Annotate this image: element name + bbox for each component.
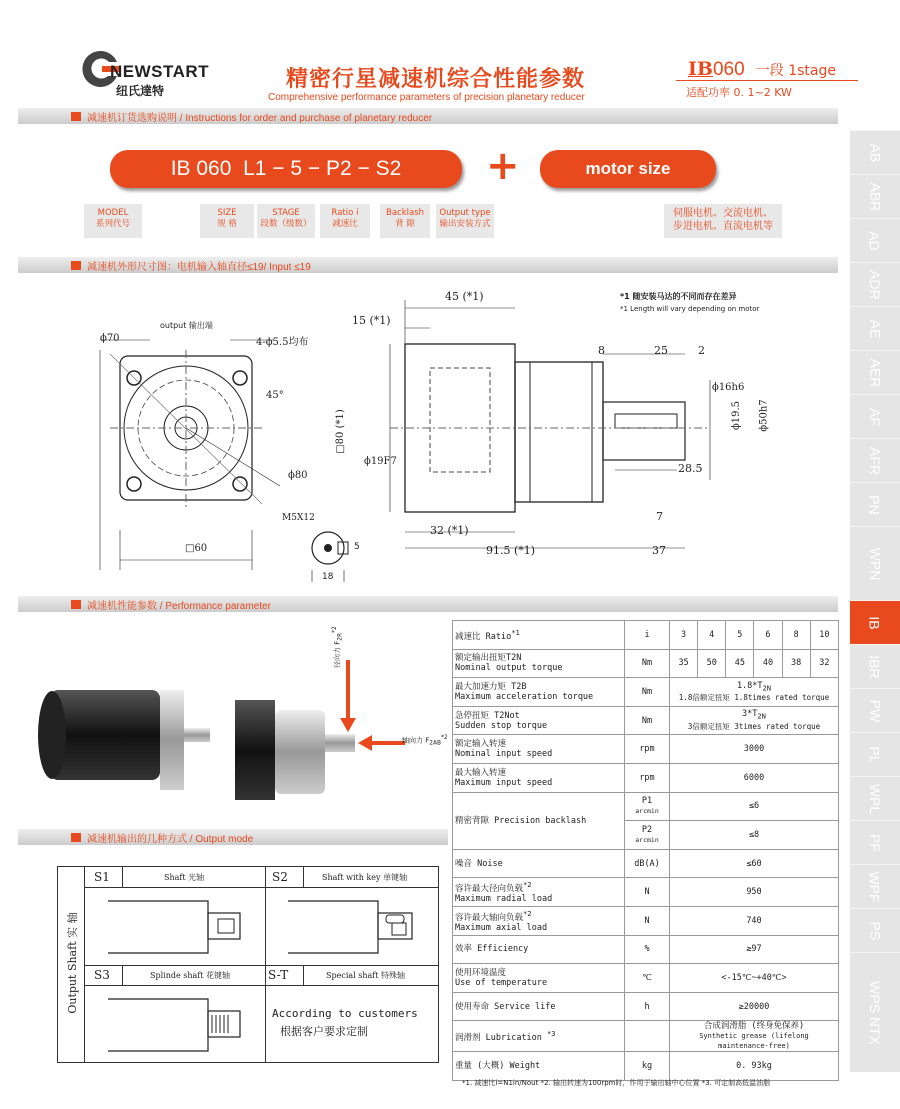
side-view-drawing xyxy=(330,290,790,570)
section-dims xyxy=(18,257,838,273)
custom-cn: 根据客户要求定制 xyxy=(280,1025,368,1038)
s2-desc: Shaft with key 单键轴 xyxy=(322,873,408,882)
table-footnote: *1. 减速比i=N1in/Nout *2. 输出转速为100rpm时，作用于输出轴中心位置 *3. 可定制高低温油脂 xyxy=(462,1079,771,1087)
dim-18: 18 xyxy=(322,572,334,582)
dim-phi19-5: ϕ19.5 xyxy=(731,400,743,431)
dim-phi16: ϕ16h6 xyxy=(712,382,745,393)
dim-37: 37 xyxy=(652,544,666,557)
sidebar-item-wpf[interactable]: WPF xyxy=(850,864,900,908)
s1-desc: Shaft 光轴 xyxy=(164,873,205,882)
dim-holes: 4-ϕ5.5均布 xyxy=(256,337,309,348)
logo-cn: 纽氏達特 xyxy=(116,84,165,98)
label-ratio: Ratio i 减速比 xyxy=(320,204,370,238)
s1-code: S1 xyxy=(94,870,110,884)
dim-7: 7 xyxy=(656,510,663,523)
custom-en: According to customers xyxy=(272,1007,418,1020)
model-prefix: IB xyxy=(688,58,713,80)
power-range: 适配功率 0. 1~2 KW xyxy=(686,86,792,99)
s1-shaft-drawing xyxy=(98,891,258,963)
dim-sq60: □60 xyxy=(185,543,208,554)
table-row: 精密背隙 Precision backlash P1 arcmin ≤6 xyxy=(453,792,839,821)
page-title: 精密行星减速机综合性能参数 xyxy=(286,67,586,92)
label-motor-types: 伺服电机、交流电机、 步进电机、直流电机等 xyxy=(664,204,782,238)
label-stage: STAGE 段数（级数） xyxy=(257,204,315,238)
sidebar-item-ibr[interactable]: IBR xyxy=(850,644,900,688)
section-perf xyxy=(18,596,838,612)
sidebar-item-ib[interactable]: IB xyxy=(850,600,900,644)
dim-phi50: ϕ50h7 xyxy=(758,399,770,432)
dim-5: 5 xyxy=(354,542,360,552)
order-code: IB 060 L1 − 5 − P2 − S2 xyxy=(170,157,402,180)
model-num: 060 xyxy=(712,59,745,80)
table-row: 容许最大轴向负载$^{*2}$ Maximum axial load N 740 xyxy=(453,906,839,935)
table-row: 最大输入转速 Maximum input speed rpm 6000 xyxy=(453,763,839,792)
dim-phi70: ϕ70 xyxy=(100,333,120,344)
sidebar-item-ab[interactable]: AB xyxy=(850,130,900,174)
section-order-title: 减速机订货选购说明 / Instructions for order and purchase of planetary reducer xyxy=(87,112,433,124)
radial-force-label: 径向力 $F_{2R}^{*2}$ xyxy=(332,626,344,668)
sidebar-item-wps-ntx[interactable]: WPS NTX xyxy=(850,952,900,1072)
table-row: P2 arcmin ≤8 xyxy=(453,821,839,850)
logo xyxy=(80,48,210,98)
dim-45: 45 (*1) xyxy=(445,290,484,303)
s2-shaft-drawing xyxy=(278,891,438,963)
label-size: SIZE 规 格 xyxy=(200,204,254,238)
dim-phi80: ϕ80 xyxy=(288,470,308,481)
s3-shaft-drawing xyxy=(98,989,258,1061)
dim-angle: 45° xyxy=(266,390,284,401)
s3-desc: Splinde shaft 花键轴 xyxy=(150,971,231,980)
s2-code: S2 xyxy=(272,870,288,884)
dim-91-5: 91.5 (*1) xyxy=(486,544,536,557)
order-code-pill xyxy=(110,150,462,188)
axial-force-label: 轴向力 $F_{2AB}^{*2}$ xyxy=(402,735,448,747)
performance-table xyxy=(452,620,839,1081)
table-row: 最大加速力矩 T2B Maximum acceleration torque Nm $1.8*T_{2N}$ 1.8倍额定扭矩 1.8times rated torque xyxy=(453,678,839,707)
dim-28-5: 28.5 xyxy=(678,462,703,475)
section-perf-title: 减速机性能参数 / Performance parameter xyxy=(87,600,271,612)
sidebar-item-pn[interactable]: PN xyxy=(850,482,900,526)
output-end-label: output 输出端 xyxy=(160,321,213,330)
sidebar-item-ad[interactable]: AD xyxy=(850,218,900,262)
label-output-type: Output type 输出安装方式 xyxy=(436,204,494,238)
sidebar-item-pf[interactable]: PF xyxy=(850,820,900,864)
table-row: 噪音 Noise dB(A) ≤60 xyxy=(453,849,839,878)
dim-2: 2 xyxy=(698,344,705,357)
plus-sign: + xyxy=(486,143,520,189)
dim-8: 8 xyxy=(598,344,605,357)
dim-phi19f7: ϕ19F7 xyxy=(364,456,397,467)
sidebar-item-ae[interactable]: AE xyxy=(850,306,900,350)
dim-25: 25 xyxy=(654,344,668,357)
output-side-label: Output Shaft 实 轴 xyxy=(66,912,79,1014)
sidebar-item-adr[interactable]: ADR xyxy=(850,262,900,306)
model-stage: 一段 1stage xyxy=(755,63,836,79)
s3-code: S3 xyxy=(94,968,110,982)
note1-en: *1 Length will vary depending on motor xyxy=(620,305,760,313)
st-desc: Special shaft 特殊轴 xyxy=(326,971,405,980)
motor-size-pill xyxy=(540,150,716,188)
dim-15: 15 (*1) xyxy=(352,314,391,327)
table-row: 效率 Efficiency % ≥97 xyxy=(453,935,839,964)
sidebar-item-af[interactable]: AF xyxy=(850,394,900,438)
table-row: 润滑剂 Lubrication $^{*3}$ 合成润滑脂 (终身免保养) Synthetic grease (lifelong maintenance-free) xyxy=(453,1021,839,1052)
section-dims-title: 减速机外形尺寸图：电机输入轴直径≤19/ Input ≤19 xyxy=(87,261,311,273)
output-mode-box xyxy=(57,866,439,1063)
label-backlash: Backlash 背 隙 xyxy=(380,204,430,238)
model-heading xyxy=(688,58,836,81)
sidebar-item-abr[interactable]: ABR xyxy=(850,174,900,218)
header-rule xyxy=(676,80,858,81)
sidebar-item-wpl[interactable]: WPL xyxy=(850,776,900,820)
section-output-title: 减速机输出的几种方式 / Output mode xyxy=(87,833,254,845)
st-code: S-T xyxy=(268,968,289,982)
motor-size-label: motor size xyxy=(585,159,671,178)
table-row: 额定输出扭矩T2N Nominal output torque Nm 35 50 45 40 38 32 xyxy=(453,649,839,678)
sidebar-item-wpn[interactable]: WPN xyxy=(850,526,900,600)
table-row: 急停扭矩 T2Not Sudden stop torque Nm $3*T_{2N}$ 3倍额定扭矩 3times rated torque xyxy=(453,706,839,735)
sidebar-item-pl[interactable]: PL xyxy=(850,732,900,776)
note1-cn: *1 随安装马达的不同而存在差异 xyxy=(620,292,737,301)
logo-brand: NEWSTART xyxy=(110,62,210,81)
page-subtitle: Comprehensive performance parameters of precision planetary reducer xyxy=(268,92,585,103)
sidebar-item-pw[interactable]: PW xyxy=(850,688,900,732)
sidebar-item-afr[interactable]: AFR xyxy=(850,438,900,482)
table-row: 减速比 Ratio$^{*1}$ i 3 4 5 6 8 10 xyxy=(453,621,839,650)
section-order xyxy=(18,108,838,124)
label-model: MODEL 系列代号 xyxy=(84,204,142,238)
dim-m5x12: M5X12 xyxy=(282,513,315,523)
product-photo xyxy=(30,640,440,820)
section-output xyxy=(18,829,448,845)
dim-sq80: □80 (*1) xyxy=(334,409,346,454)
table-row: 容许最大径向负载$^{*2}$ Maximum radial load N 950 xyxy=(453,878,839,907)
table-row: 额定输入转速 Nominal input speed rpm 3000 xyxy=(453,735,839,764)
table-row: 使用寿命 Service life h ≥20000 xyxy=(453,992,839,1021)
dim-32: 32 (*1) xyxy=(430,524,469,537)
table-row: 使用环境温度 Use of temperature ℃ <-15℃~+40℃> xyxy=(453,964,839,993)
sidebar-item-aer[interactable]: AER xyxy=(850,350,900,394)
sidebar-item-ps[interactable]: PS xyxy=(850,908,900,952)
table-row: 重量 (大概) Weight kg 0. 93kg xyxy=(453,1052,839,1081)
